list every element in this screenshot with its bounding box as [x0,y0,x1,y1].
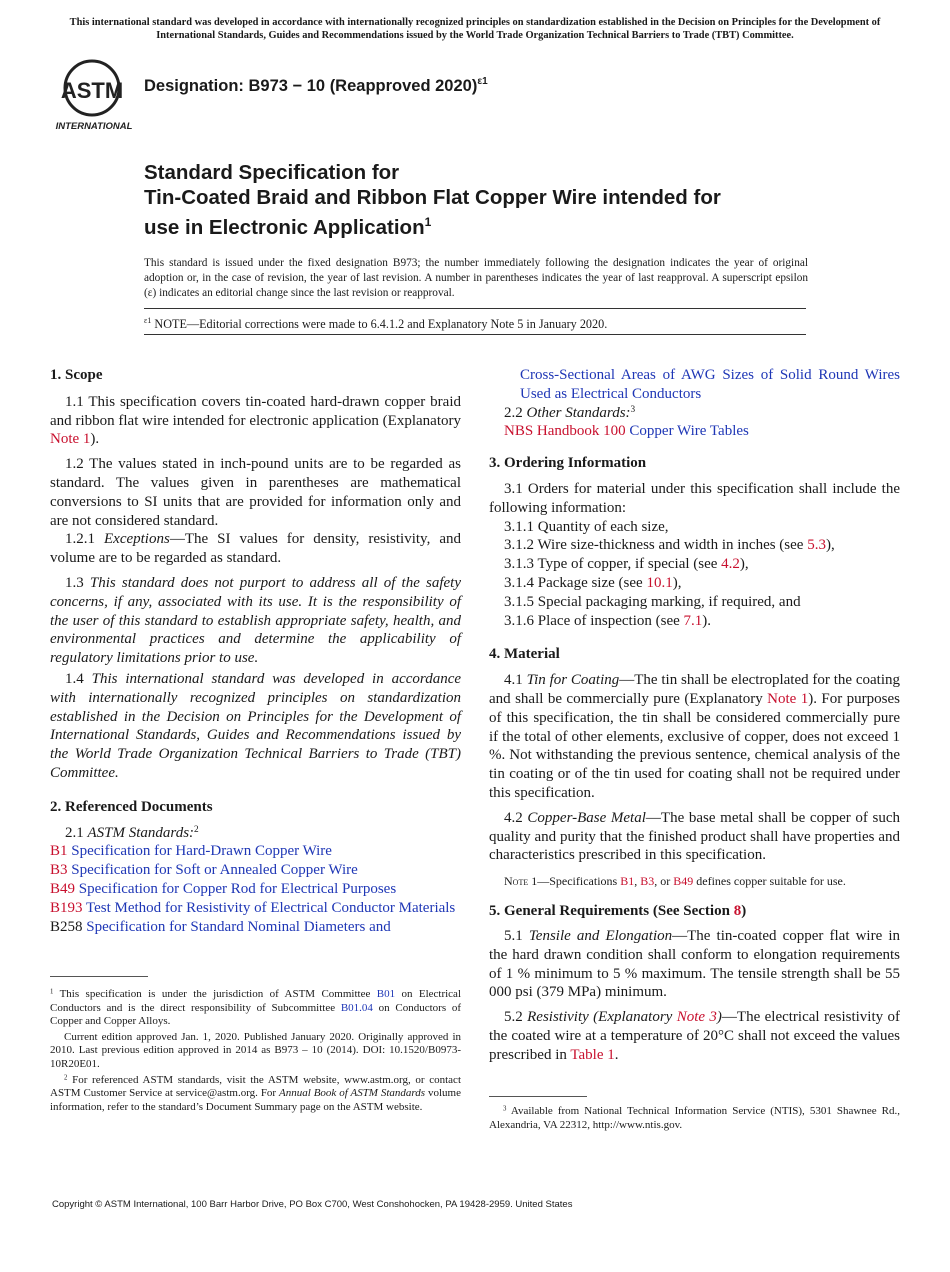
editorial-note: $^{\varepsilon 1}$ NOTE—Editorial corrections were made to 6.4.1.2 and Explanatory Note 5 in January 2020. [144,308,806,335]
para-1-3: 1.3 This standard does not purport to address all of the safety concerns, if any, associated with its use. It is the responsibility of the user of this standard to establish appropriate safety, health, and environmental practices and determine the applicability of regulatory limitations prior to use. [50,574,462,667]
para-2-1: 2.1 ASTM Standards:$^2$ [65,824,199,841]
footnote-3: $^3$ Available from National Technical Information Service (NTIS), 5301 Shawnee Rd., Alexandria, VA 22312, http://www.ntis.gov. [489,1105,900,1131]
reference-code: B49 [50,880,76,897]
para-3-1-4: 3.1.4 Package size (see 10.1), [504,574,682,591]
document-title [144,160,864,240]
para-1-2-1: 1.2.1 Exceptions—The SI values for density, resistivity, and volume are to be regarded as standard. [50,531,461,567]
left-column [50,366,461,936]
title-line-2: Tin-Coated Braid and Ribbon Flat Copper Wire intended for [144,186,721,209]
reference-item[interactable] [50,842,461,861]
reference-title: Specification for Copper Rod for Electrical Purposes [75,880,397,897]
para-1-2: 1.2 The values stated in inch-pound units are to be regarded as standard. The values given in parentheses are mathematical conversions to SI units that are provided for information only and are not considered standard. [50,456,461,529]
para-1-4: 1.4 This international standard was developed in accordance with internationally recognized principles on standardization established in the Decision on Principles for the Development of International Standards, Guides and Recommendations issued by the World Trade Organization Technical Barriers to Trade (TBT) Committee. [50,670,462,781]
ref-b258-continued[interactable]: Cross-Sectional Areas of AWG Sizes of Solid Round Wires Used as Electrical Conductors [520,367,900,402]
para-2-2: 2.2 Other Standards:$^3$ [504,404,636,421]
designation: Designation: B973 − 10 (Reapproved 2020)$^{\varepsilon 1}$ [144,76,488,95]
reference-item[interactable] [50,880,461,899]
footnote-2: $^2$ For referenced ASTM standards, visit the ASTM website, www.astm.org, or contact ASTM Customer Service at service@astm.org. For Annual Book of ASTM Standards volume information, refer to the standard’s Document Summary page on the ASTM website. [50,1073,461,1113]
section-1-heading: 1. Scope [50,367,103,383]
right-footnotes [489,1105,900,1132]
footnote-1: $^1$ This specification is under the jurisdiction of ASTM Committee B01 on Electrical Conductors and is the direct responsibility of Subcommittee B01.04 on Conductors of Copper and Copper Alloys. [50,988,462,1028]
footnote-rule-right [489,1096,587,1097]
para-3-1-1: 3.1.1 Quantity of each size, [504,518,669,535]
section-3-heading: 3. Ordering Information [489,455,647,472]
para-3-1: 3.1 Orders for material under this specification shall include the following information: [489,480,900,516]
section-2-heading: 2. Referenced Documents [50,798,213,815]
logo-letters: ASTM [60,78,124,103]
top-notice: This international standard was developed in accordance with internationally recognized principles on standardization established in the Decision on Principles for the Development of International Standards, Guides and Recommendations issued by the World Trade Organization Technical Barriers to Trade (TBT) Committee. [69,17,881,41]
note-1-link[interactable]: Note 1 [50,431,91,448]
reference-title: Specification for Soft or Annealed Copper Wire [67,862,358,879]
reference-code: B3 [50,862,68,879]
copyright-line: Copyright © ASTM International, 100 Barr Harbor Drive, PO Box C700, West Conshohocken, PA 19428-2959. United States [52,1199,573,1210]
footnote-1-edition: Current edition approved Jan. 1, 2020. Published January 2020. Originally approved in 2010. Last previous edition approved in 2014 as B973 – 10 (2014). DOI: 10.1520/B0973-10R20E01. [50,1030,461,1070]
logo-caption: INTERNATIONAL [55,121,133,132]
section-5-heading: 5. General Requirements (See Section 8) [489,903,747,920]
para-3-1-2: 3.1.2 Wire size-thickness and width in inches (see 5.3), [504,537,835,554]
reference-item[interactable] [50,899,461,918]
title-line-1: Standard Specification for [144,161,400,184]
title-line-3: use in Electronic Application$^1$ [144,215,432,239]
para-5-1: 5.1 Tensile and Elongation—The tin-coated copper flat wire in the hard drawn condition shall conform to elongation requirements of 1 % minimum to 5 % maximum. The tensile strength shall be 55 000 psi (379 MPa) minimum. [489,927,900,1001]
reference-list [50,842,461,917]
astm-logo [54,58,136,134]
ref-nbs: NBS Handbook 100 Copper Wire Tables [504,423,749,440]
section-4-heading: 4. Material [489,646,560,663]
para-3-1-5: 3.1.5 Special packaging marking, if required, and [504,593,801,610]
reference-code: B193 [50,899,83,916]
reference-title: Specification for Hard-Drawn Copper Wire [67,843,332,860]
para-4-1: 4.1 Tin for Coating—The tin shall be electroplated for the coating and shall be commercially pure (Explanatory Note 1). For purposes of this specification, the tin shall be considered commercially pure if the total of other elements, exclusive of copper, does not exceed 1 %. Not withstanding the previous sentence, chemical analysis of the tin coating or of the tin used for coating shall not be required under this specification. [489,672,901,801]
issued-statement: This standard is issued under the fixed designation B973; the number immediately following the designation indicates the year of original adoption or, in the case of revision, the year of last revision. A number in parentheses indicates the year of last reapproval. A superscript epsilon (ε) indicates an editorial change since the last revision or reapproval. [144,257,808,299]
designation-epsilon: ε1 [477,76,488,87]
para-3-1-6: 3.1.6 Place of inspection (see 7.1). [504,612,712,629]
para-1-1: 1.1 This specification covers tin-coated hard-drawn copper braid and ribbon flat wire intended for electronic application (Explanatory Note 1). [50,393,461,448]
reference-code: B1 [50,843,68,860]
reference-title: Test Method for Resistivity of Electrical Conductor Materials [82,899,456,916]
para-4-2: 4.2 Copper-Base Metal—The base metal shall be copper of such quality and purity that the finished product shall have properties and characteristics prescribed in this specification. [489,809,901,864]
para-3-1-3: 3.1.3 Type of copper, if special (see 4.2), [504,556,749,573]
note-1: Note 1—Specifications B1, B3, or B49 defines copper suitable for use. [504,874,846,889]
para-5-2: 5.2 Resistivity (Explanatory Note 3)—The electrical resistivity of the coated wire at a temperature of 20°C shall not exceed the values prescribed in Table 1. [489,1009,901,1063]
ref-b258: B258 Specification for Standard Nominal Diameters and [50,918,391,935]
reference-item[interactable] [50,861,461,880]
right-column [489,366,900,1065]
left-footnotes [50,988,461,1114]
footnote-rule-left [50,976,148,977]
